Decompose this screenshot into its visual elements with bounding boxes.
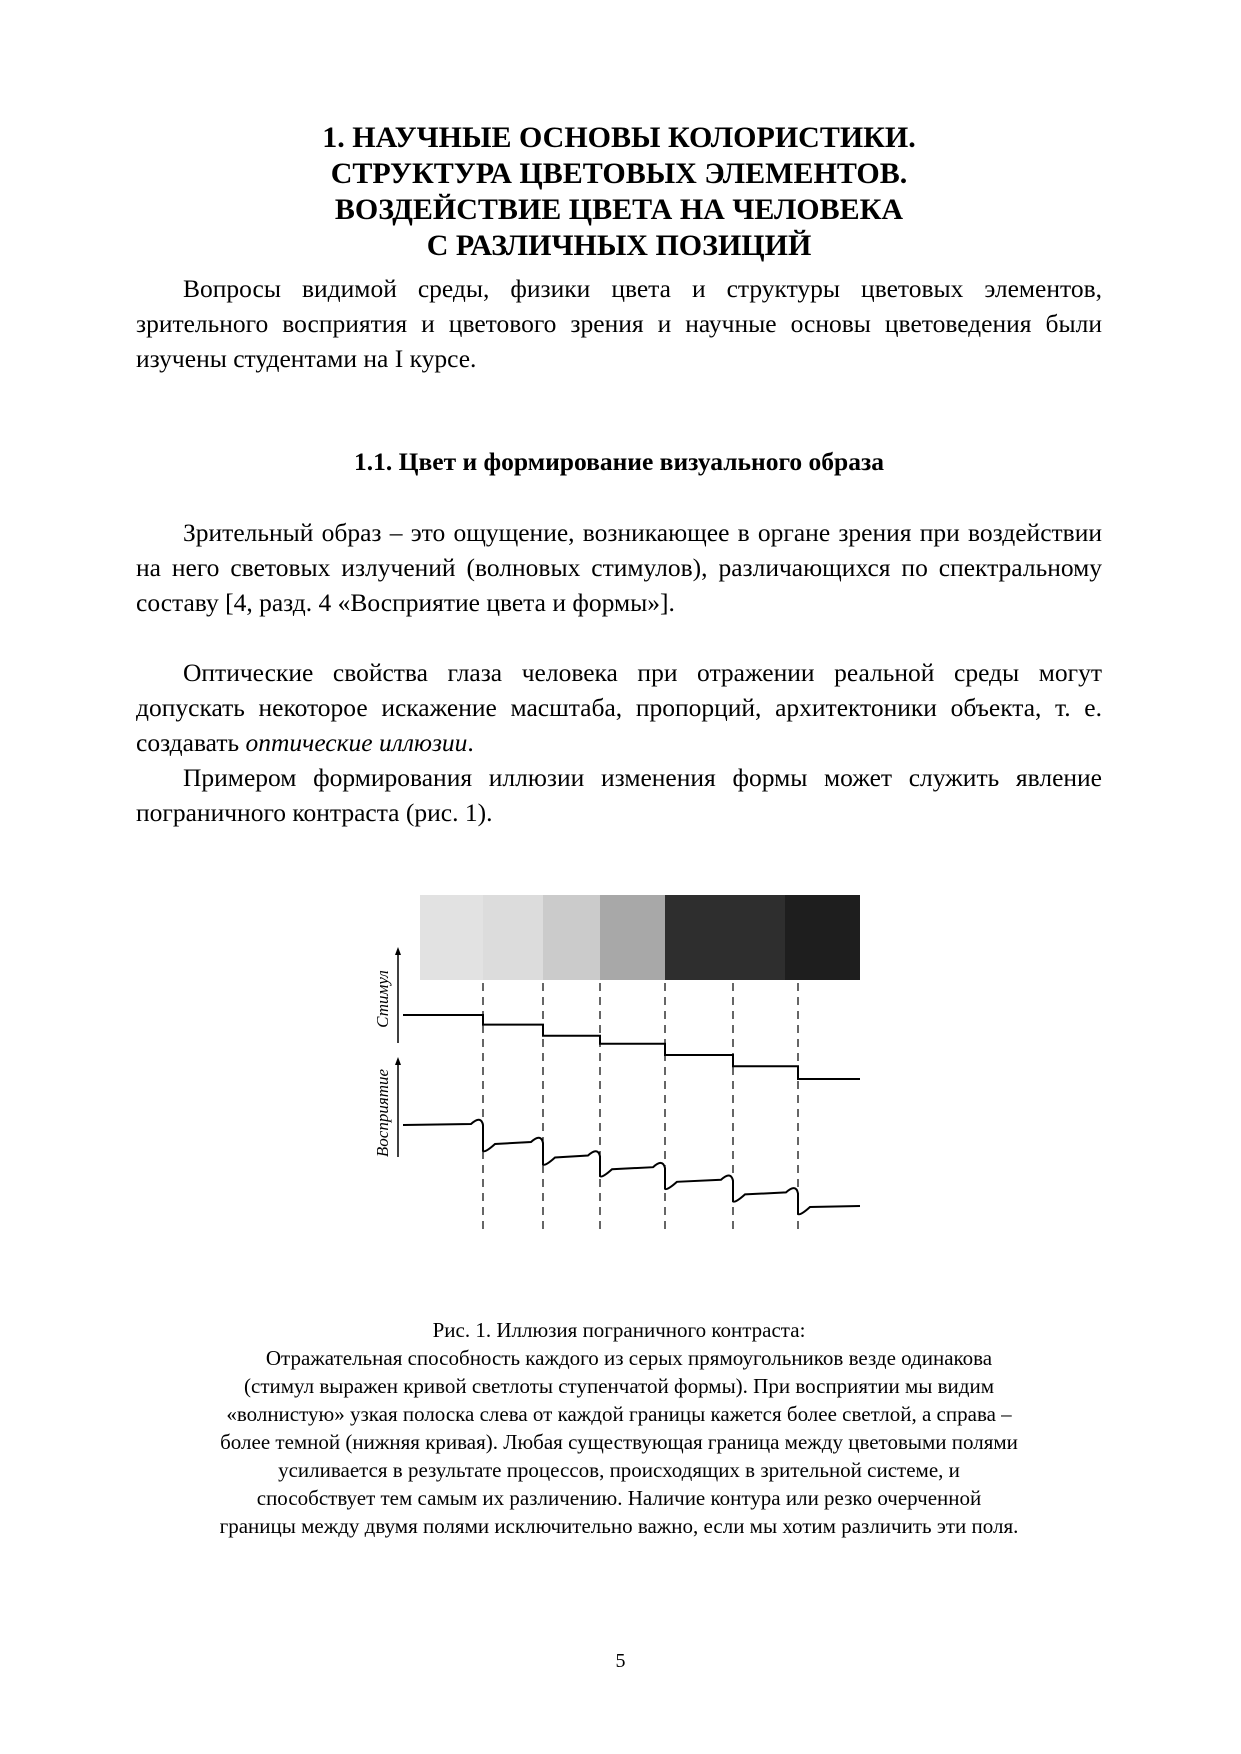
caption-line: более темной (нижняя кривая). Любая существующая граница между цветовыми полями: [220, 1430, 1018, 1454]
perception-axis: [395, 1057, 401, 1157]
heading-line: СТРУКТУРА ЦВЕТОВЫХ ЭЛЕМЕНТОВ.: [330, 157, 908, 190]
page-number: 5: [615, 1650, 626, 1672]
caption-line: усиливается в результате процессов, происходящих в зрительной системе, и: [278, 1458, 960, 1482]
gray-band: [785, 895, 860, 980]
perception-axis-label: Восприятие: [373, 1068, 392, 1158]
boundary-lines: [483, 983, 798, 1230]
caption-line: Отражательная способность каждого из серых прямоугольников везде одинакова: [265, 1346, 993, 1370]
section-title: 1.1. Цвет и формирование визуального образа: [354, 447, 884, 476]
gray-bands: [420, 895, 860, 980]
heading-line: ВОЗДЕЙСТВИЕ ЦВЕТА НА ЧЕЛОВЕКА: [334, 193, 904, 226]
paragraph-optical-illusions: [136, 655, 1102, 760]
gray-band: [543, 895, 600, 980]
heading-line: С РАЗЛИЧНЫХ ПОЗИЦИЙ: [426, 229, 812, 262]
gray-band: [600, 895, 665, 980]
italic-term: оптические иллюзии: [245, 728, 468, 757]
figure-graphic: [340, 895, 896, 1275]
gray-band: [665, 895, 785, 980]
caption-line: способствует тем самым их различению. Наличие контура или резко очерченной: [256, 1486, 982, 1510]
paragraph-example: Примером формирования иллюзии изменения формы может служить явление пограничного контраста (рис. 1).: [136, 763, 1102, 827]
chapter-heading: [136, 120, 1102, 264]
paragraph-visual-image: Зрительный образ – это ощущение, возникающее в органе зрения при воздействии на него световых излучений (волновых стимулов), различающихся по спектральному составу [4, разд. 4 «Восприятие цвета и формы»].: [136, 518, 1102, 617]
stimulus-axis: [395, 947, 401, 1043]
caption-line: границы между двумя полями исключительно важно, если мы хотим различить эти поля.: [219, 1514, 1019, 1538]
paragraph-text: .: [467, 728, 474, 757]
caption-title: Рис. 1. Иллюзия пограничного контраста:: [432, 1318, 806, 1342]
perception-curve: [403, 1120, 860, 1215]
gray-band: [483, 895, 543, 980]
gray-band: [420, 895, 483, 980]
intro-paragraph: Вопросы видимой среды, физики цвета и структуры цветовых элементов, зрительного восприятия и цветового зрения и научные основы цветоведения были изучены студентами на I курсе.: [136, 274, 1102, 373]
stimulus-axis-label: Стимул: [373, 970, 392, 1028]
heading-line: 1. НАУЧНЫЕ ОСНОВЫ КОЛОРИСТИКИ.: [322, 121, 916, 154]
stimulus-step-curve: [403, 1015, 860, 1079]
caption-line: (стимул выражен кривой светлоты ступенчатой формы). При восприятии мы видим: [244, 1374, 994, 1398]
figure-caption: [136, 1316, 1102, 1540]
figure-border-contrast: [340, 895, 896, 1275]
paragraph-text: Оптические свойства глаза человека при отражении реальной среды могут допускать некоторое искажение масштаба, пропорций, архитектоники объекта, т. е. создавать: [136, 658, 1102, 757]
caption-line: «волнистую» узкая полоска слева от каждой границы кажется более светлой, а справа –: [226, 1402, 1012, 1426]
